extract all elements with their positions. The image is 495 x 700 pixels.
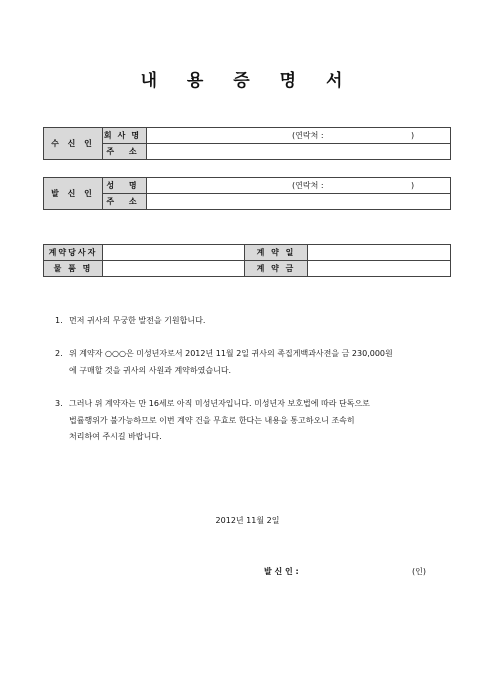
contract-party-field[interactable] — [103, 245, 245, 261]
sender-address-field[interactable] — [147, 194, 451, 210]
sender-address-label: 주 소 — [103, 194, 147, 210]
recipient-contact-label: (연락처 : — [292, 131, 324, 140]
paragraph-line: 먼저 귀사의 무궁한 발전을 기원합니다. — [69, 316, 206, 325]
recipient-contact-close: ) — [411, 131, 415, 140]
document-title: 내 용 증 명 서 — [140, 71, 355, 91]
paragraph-number: 3. — [55, 399, 63, 408]
sender-contact-label: (연락처 : — [292, 181, 324, 190]
recipient-header: 수 신 인 — [44, 128, 103, 160]
recipient-table — [43, 127, 451, 160]
contract-date-label: 계 약 일 — [245, 245, 308, 261]
contract-date-field[interactable] — [308, 245, 451, 261]
seal-mark: (인) — [412, 567, 426, 576]
sender-contact-close: ) — [411, 181, 415, 190]
paragraph-2 — [55, 346, 435, 379]
item-name-label: 물 품 명 — [44, 261, 103, 277]
contract-amount-field[interactable] — [308, 261, 451, 277]
item-name-field[interactable] — [103, 261, 245, 277]
recipient-address-field[interactable] — [147, 144, 451, 160]
sender-table — [43, 177, 451, 210]
recipient-company-field[interactable] — [147, 128, 451, 144]
contract-party-label: 계약당사자 — [44, 245, 103, 261]
contract-table — [43, 244, 451, 277]
recipient-address-label: 주 소 — [103, 144, 147, 160]
paragraph-line: 처리하여 주시길 바랍니다. — [69, 432, 162, 441]
sender-header: 발 신 인 — [44, 178, 103, 210]
paragraph-line: 위 계약자 ○○○은 미성년자로서 2012년 11월 2일 귀사의 족집게백과사전을 금 230,000원 — [69, 349, 393, 358]
paragraph-1 — [55, 313, 435, 330]
sender-name-label: 성 명 — [103, 178, 147, 194]
paragraph-number: 1. — [55, 316, 63, 325]
paragraph-line: 법률행위가 불가능하므로 이번 계약 건을 무효로 한다는 내용을 통고하오니 조속히 — [69, 415, 355, 425]
contract-amount-label: 계 약 금 — [245, 261, 308, 277]
recipient-company-label: 회사명 — [103, 128, 147, 144]
paragraph-number: 2. — [55, 349, 63, 358]
paragraph-line: 그러나 위 계약자는 만 16세로 아직 미성년자입니다. 미성년자 보호법에 따라 단독으로 — [69, 399, 370, 408]
document-date: 2012년 11월 2일 — [215, 516, 280, 525]
sender-signature-label: 발 신 인 : — [264, 567, 299, 576]
paragraph-3 — [55, 396, 435, 446]
sender-name-field[interactable] — [147, 178, 451, 194]
paragraph-line: 에 구매할 것을 귀사의 사원과 계약하였습니다. — [69, 365, 232, 375]
